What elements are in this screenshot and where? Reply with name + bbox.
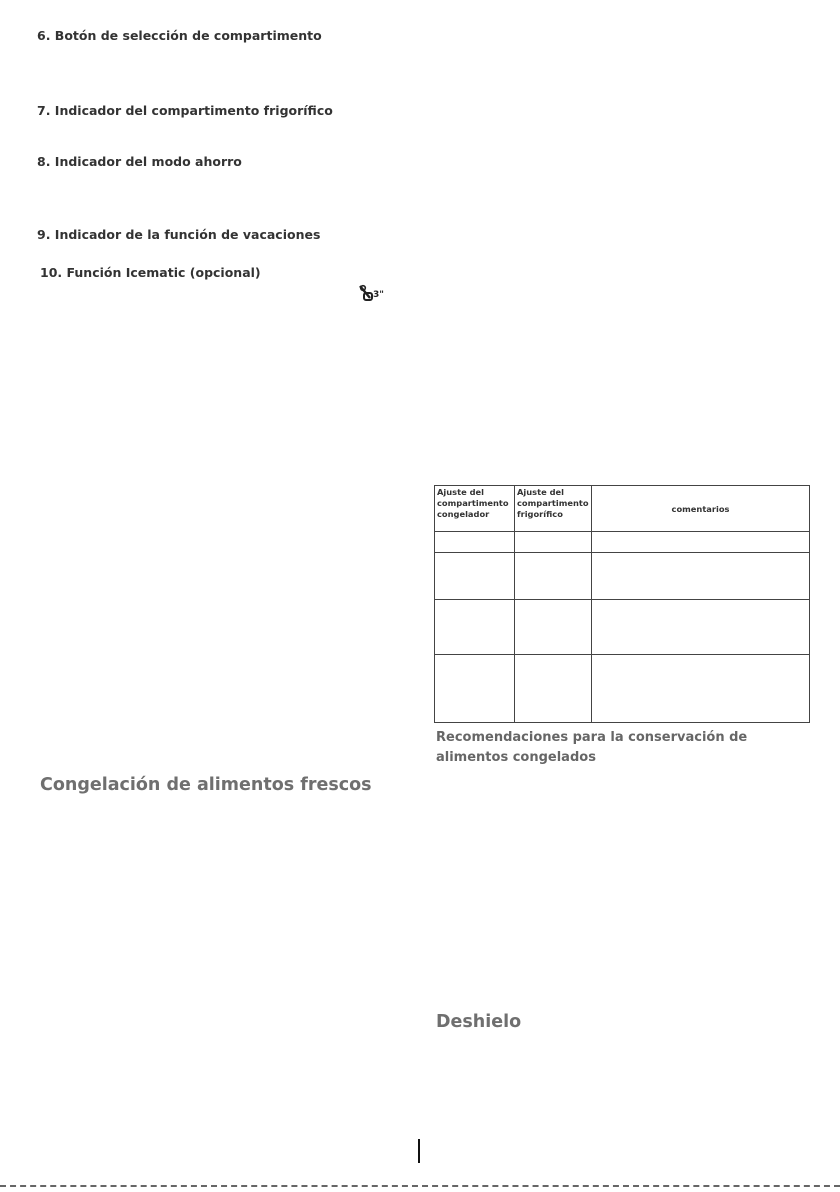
- table-cell: [592, 532, 810, 553]
- header-fridge-setting: Ajuste del compartimento frigorífico: [515, 486, 592, 532]
- header-freezer-setting: Ajuste del compartimento congelador: [435, 486, 515, 532]
- section-title-freezing-fresh-food: Congelación de alimentos frescos: [40, 775, 372, 795]
- heading-economy-mode-indicator: 8. Indicador del modo ahorro: [37, 154, 242, 169]
- table-cell: [592, 600, 810, 655]
- svg-text:3": 3": [373, 290, 384, 300]
- heading-compartment-selection-button: 6. Botón de selección de compartimento: [37, 28, 322, 43]
- heading-fridge-compartment-indicator: 7. Indicador del compartimento frigorífico: [37, 103, 333, 118]
- table-cell: [515, 532, 592, 553]
- table-row: [435, 655, 810, 723]
- recommendations-table: [434, 485, 809, 723]
- table-cell: [515, 655, 592, 723]
- table-cell: [435, 553, 515, 600]
- table-cell: [435, 532, 515, 553]
- table-row: [435, 553, 810, 600]
- page-bottom-divider: [0, 1185, 840, 1187]
- heading-icematic-function: 10. Función Icematic (opcional): [40, 265, 261, 280]
- page-number-marker: [418, 1139, 420, 1163]
- table-cell: [592, 553, 810, 600]
- table-caption: Recomendaciones para la conservación de alimentos congelados: [436, 730, 748, 765]
- heading-vacation-function-indicator: 9. Indicador de la función de vacaciones: [37, 227, 321, 242]
- table-cell: [515, 553, 592, 600]
- section-title-defrosting: Deshielo: [436, 1012, 522, 1032]
- table-cell: [592, 655, 810, 723]
- table-cell: [435, 655, 515, 723]
- table-row: [435, 532, 810, 553]
- table-cell: [435, 600, 515, 655]
- table-cell: [515, 600, 592, 655]
- table-row: [435, 600, 810, 655]
- ice-maker-off-icon: [358, 283, 384, 303]
- header-comments: comentarios: [592, 486, 810, 532]
